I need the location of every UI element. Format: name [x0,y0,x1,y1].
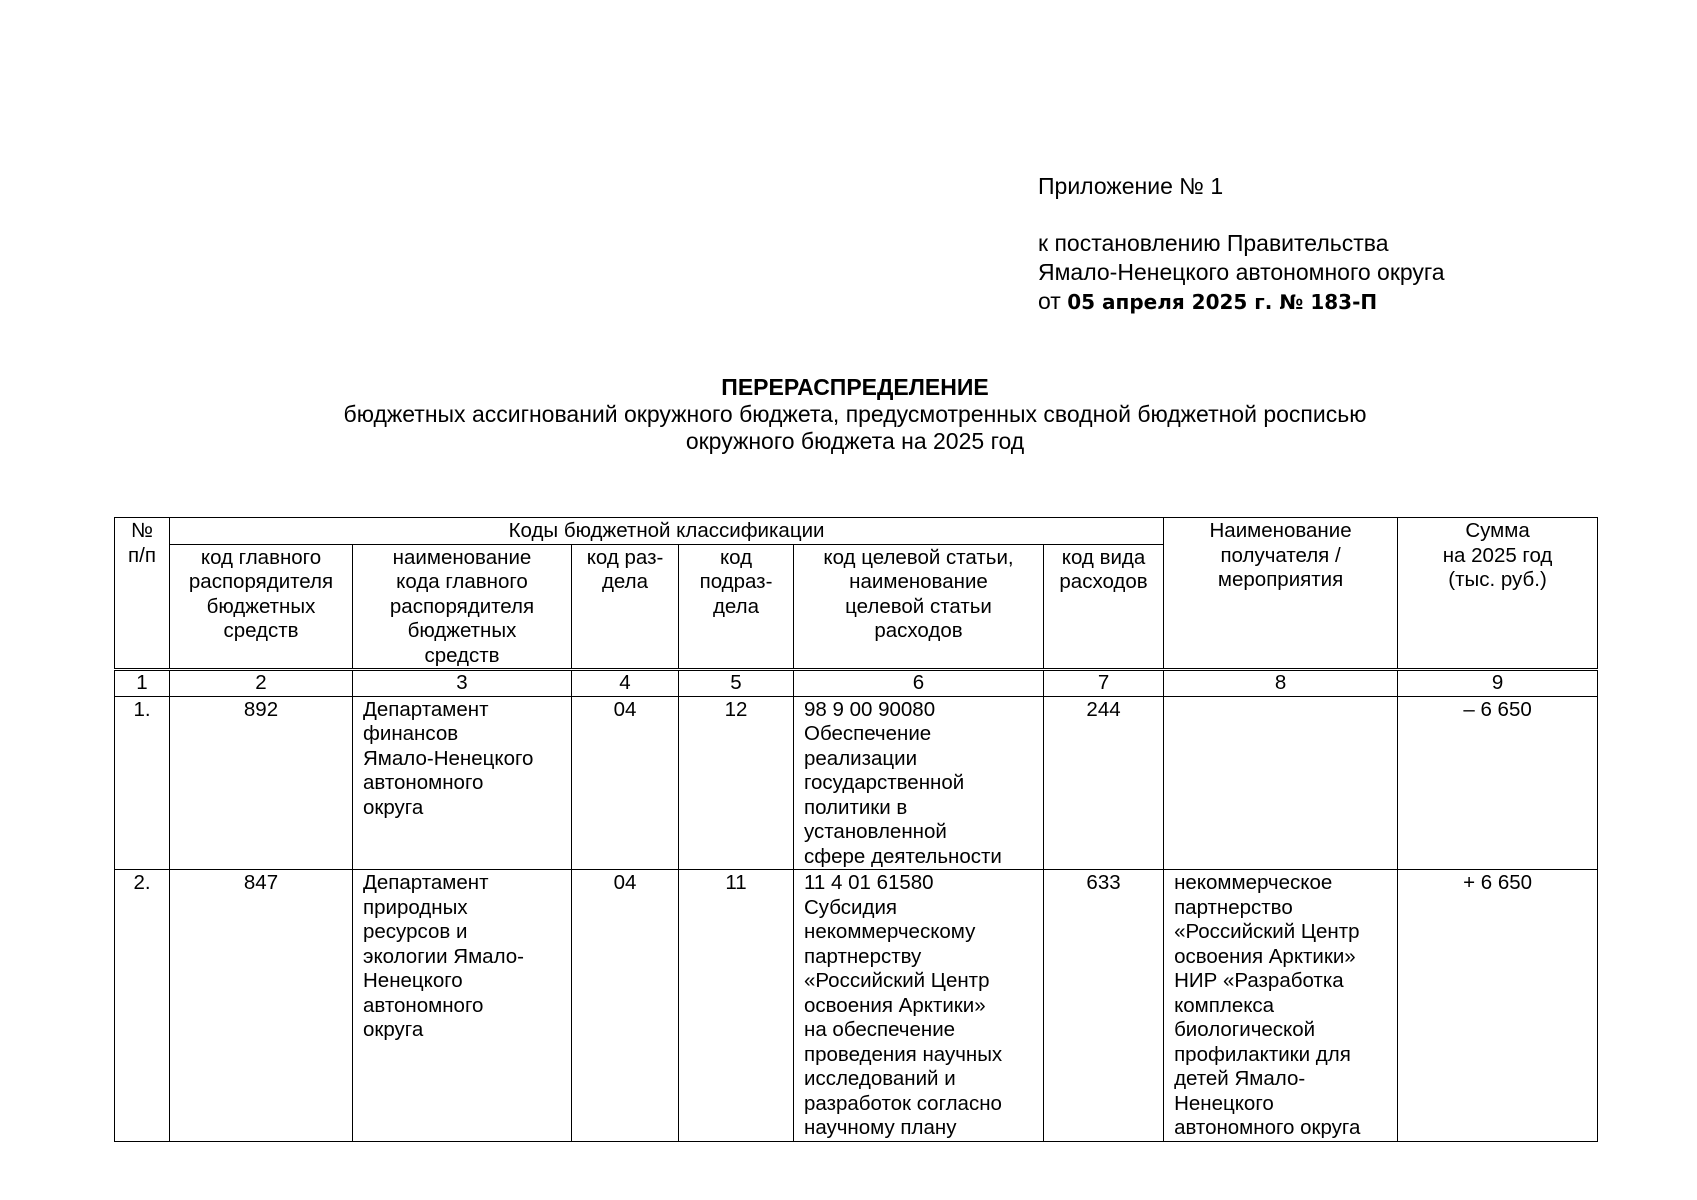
header-col-recipient: Наименование получателя / мероприятия [1164,518,1398,670]
header-col-sum: Сумма на 2025 год (тыс. руб.) [1398,518,1598,670]
appendix-date-number: 05 апреля 2025 г. № 183-П [1067,290,1378,314]
header-group-codes: Коды бюджетной классификации [170,518,1164,545]
row-sum: – 6 650 [1398,696,1598,870]
column-number: 8 [1164,670,1398,697]
table-column-numbers-row [115,670,1598,697]
header-col-section: код раз- дела [572,544,679,670]
row-target: 98 9 00 90080 Обеспечение реализации государственной политики в установленной сфере деятельности [794,696,1044,870]
row-section: 04 [572,696,679,870]
row-exp-type: 244 [1044,696,1164,870]
header-col-gr-code: код главного распорядителя бюджетных средств [170,544,353,670]
column-number: 2 [170,670,353,697]
row-target: 11 4 01 61580 Субсидия некоммерческому партнерству «Российский Центр освоения Арктики» на обеспечение проведения научных исследований и разработок согласно научному плану [794,870,1044,1142]
row-sum: + 6 650 [1398,870,1598,1142]
header-col-no: № п/п [115,518,170,670]
column-number: 9 [1398,670,1598,697]
column-number: 5 [679,670,794,697]
header-col-target: код целевой статьи, наименование целевой статьи расходов [794,544,1044,670]
table-row [115,696,1598,870]
appendix-number: Приложение № 1 [1038,173,1224,199]
row-gr-name: Департамент финансов Ямало-Ненецкого автономного округа [353,696,572,870]
row-no: 1. [115,696,170,870]
appendix-resolution-label: к постановлению Правительства [1038,230,1389,256]
document-subtitle-line2: окружного бюджета на 2025 год [685,428,1025,454]
row-section: 04 [572,870,679,1142]
column-number: 4 [572,670,679,697]
row-subsection: 12 [679,696,794,870]
appendix-from-label: от [1038,288,1061,314]
row-recipient: некоммерческое партнерство «Российский Центр освоения Арктики» НИР «Разработка комплекса биологической профилактики для детей Ямало- Ненецкого автономного округа [1164,870,1398,1142]
table-header-row-1 [115,518,1598,545]
header-col-exp-type: код вида расходов [1044,544,1164,670]
column-number: 6 [794,670,1044,697]
table-row [115,870,1598,1142]
row-no: 2. [115,870,170,1142]
column-number: 3 [353,670,572,697]
row-gr-name: Департамент природных ресурсов и экологии Ямало- Ненецкого автономного округа [353,870,572,1142]
header-col-subsection: код подраз- дела [679,544,794,670]
header-col-gr-name: наименование кода главного распорядителя бюджетных средств [353,544,572,670]
column-number: 1 [115,670,170,697]
budget-table [114,517,1598,1142]
row-exp-type: 633 [1044,870,1164,1142]
document-subtitle-line1: бюджетных ассигнований окружного бюджета, предусмотренных сводной бюджетной росписью [343,401,1367,427]
appendix-block [1038,172,1445,317]
column-number: 7 [1044,670,1164,697]
document-title: ПЕРЕРАСПРЕДЕЛЕНИЕ [721,374,989,400]
row-subsection: 11 [679,870,794,1142]
row-gr-code: 847 [170,870,353,1142]
appendix-region: Ямало-Ненецкого автономного округа [1038,259,1445,285]
row-recipient [1164,696,1398,870]
appendix-date-line [1038,287,1445,317]
row-gr-code: 892 [170,696,353,870]
document-title-block [0,374,1697,455]
